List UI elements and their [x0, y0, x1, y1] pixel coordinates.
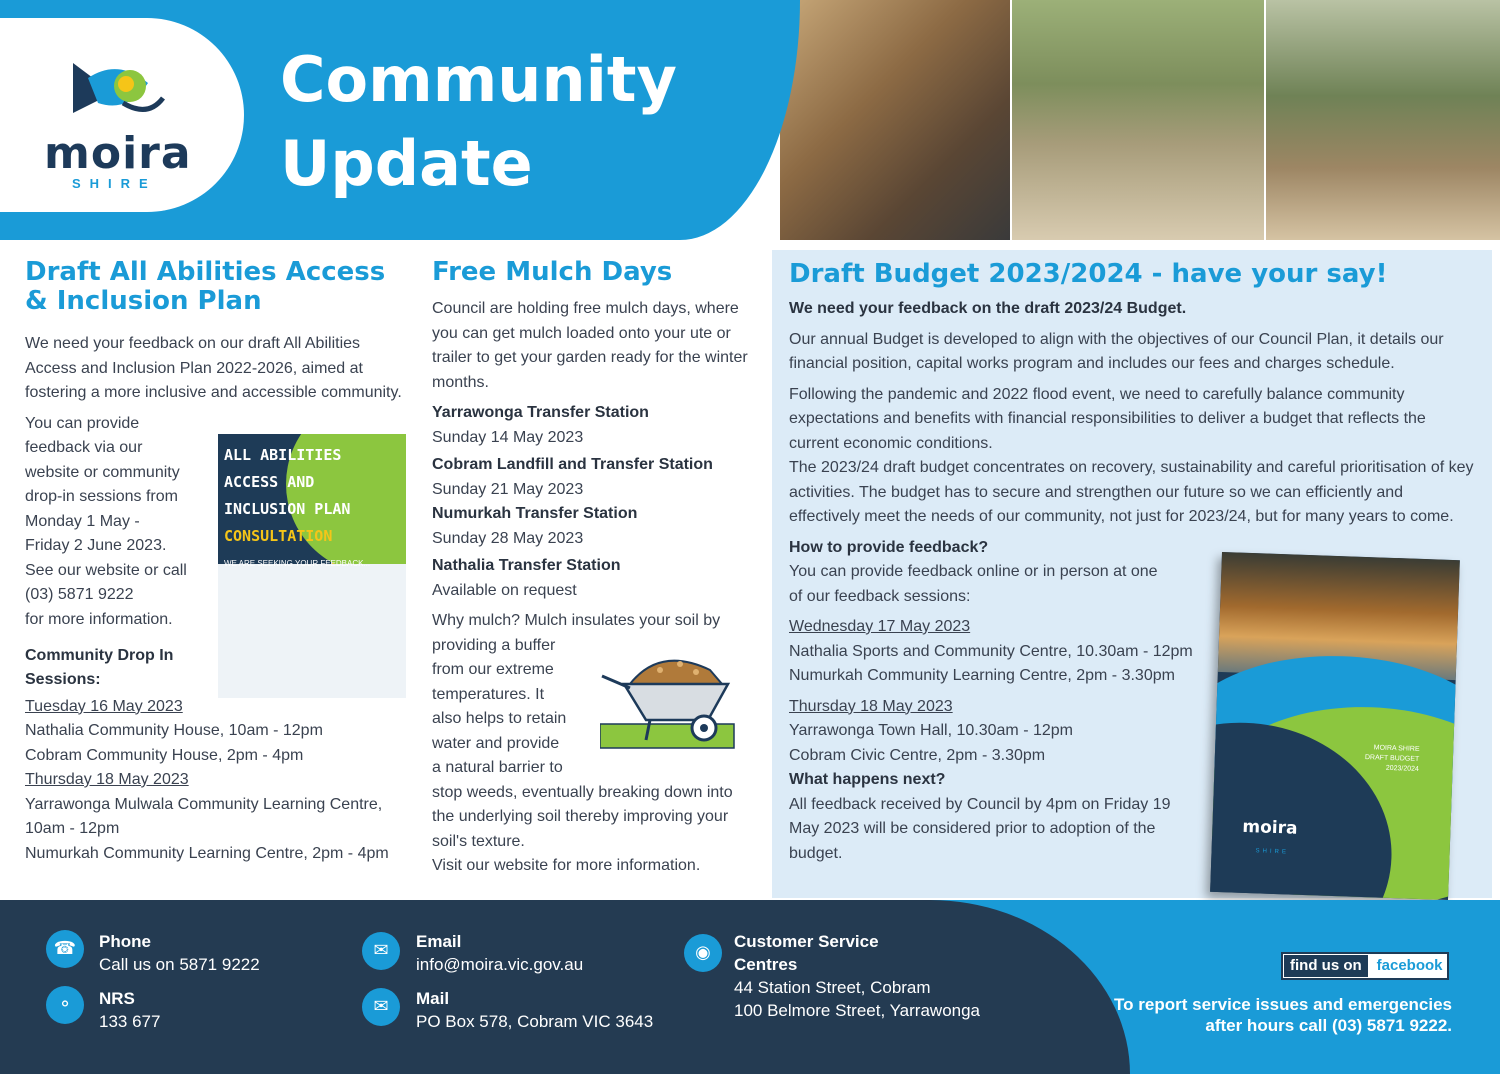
- why-mulch-line: Why mulch? Mulch insulates your soil by: [432, 612, 721, 629]
- poster-title-line: ALL ABILITIES: [224, 446, 342, 464]
- session-item: Nathalia Community House, 10am - 12pm: [25, 722, 323, 739]
- next-line: May 2023 will be considered prior to adoption of the: [789, 820, 1156, 837]
- session-date: Wednesday 17 May 2023: [789, 618, 971, 635]
- station-name: Cobram Landfill and Transfer Station: [432, 456, 713, 473]
- budget-section: [772, 250, 1492, 898]
- cover-title-line: DRAFT BUDGET: [1364, 754, 1420, 763]
- nrs-value: 133 677: [99, 1012, 161, 1031]
- nrs-label: NRS: [99, 989, 135, 1008]
- station-name: Yarrawonga Transfer Station: [432, 404, 649, 421]
- budget-cover-image: [1210, 552, 1460, 900]
- mulch-heading: Free Mulch Days: [432, 257, 673, 287]
- why-mulch-line: temperatures. It: [432, 685, 545, 703]
- cover-title-line: 2023/2024: [1385, 764, 1419, 773]
- why-mulch-line: also helps to retain: [432, 710, 567, 727]
- how-heading: How to provide feedback?: [789, 538, 989, 556]
- cover-logo-subtitle: SHIRE: [1255, 848, 1290, 856]
- why-mulch-line: soil's texture.: [432, 832, 525, 850]
- moira-logo-icon: [68, 58, 168, 128]
- poster-title-line: CONSULTATION: [224, 527, 333, 545]
- phone-icon: ☎: [46, 930, 84, 968]
- sessions-heading-line: Sessions:: [25, 671, 101, 688]
- how-line: You can provide feedback online or in person at one: [789, 563, 1158, 580]
- session-date: Thursday 18 May 2023: [25, 771, 189, 788]
- session-date: Thursday 18 May 2023: [789, 697, 953, 715]
- why-mulch-line: the underlying soil thereby improving your: [432, 808, 729, 825]
- header: [0, 0, 1500, 240]
- session-item: Numurkah Community Learning Centre, 2pm - 4pm: [25, 844, 389, 862]
- station-name: Numurkah Transfer Station: [432, 505, 638, 522]
- session-item: Cobram Community House, 2pm - 4pm: [25, 746, 304, 764]
- session-item: Nathalia Sports and Community Centre, 10.30am - 12pm: [789, 642, 1193, 660]
- email-value: info@moira.vic.gov.au: [416, 955, 584, 974]
- station-date: Available on request: [432, 581, 577, 599]
- footer: [0, 900, 1500, 1074]
- session-date: Tuesday 16 May 2023: [25, 697, 183, 715]
- cover-logo: moira: [1242, 816, 1298, 839]
- photo-children-cactus-garden: [1266, 0, 1500, 240]
- provide-line: feedback via our: [25, 439, 143, 456]
- station-date: Sunday 21 May 2023: [432, 480, 584, 498]
- mail-value: PO Box 578, Cobram VIC 3643: [416, 1012, 654, 1031]
- why-mulch-line: water and provide: [432, 734, 560, 752]
- mulch-section: [432, 258, 762, 879]
- title-line-1: Community: [280, 43, 677, 116]
- budget-heading: Draft Budget 2023/2024 - have your say!: [789, 259, 1388, 289]
- session-item: Cobram Civic Centre, 2pm - 3.30pm: [789, 746, 1046, 764]
- mail-contact: [416, 987, 653, 1033]
- after-hours-notice: [1060, 994, 1452, 1036]
- nrs-contact[interactable]: [99, 987, 160, 1033]
- session-item: Yarrawonga Town Hall, 10.30am - 12pm: [789, 722, 1073, 739]
- phone-label: Phone: [99, 932, 151, 951]
- poster-subtitle: WE ARE SEEKING YOUR FEEDBACK...: [224, 559, 371, 568]
- provide-line: drop-in sessions from: [25, 488, 178, 505]
- abilities-heading: Draft All Abilities Access & Inclusion Plan: [25, 257, 386, 316]
- session-item: Yarrawonga Mulwala Community Learning Centre,: [25, 795, 383, 813]
- cover-title: [1364, 743, 1419, 775]
- next-line: budget.: [789, 844, 843, 862]
- photo-family-riverbank: [1012, 0, 1264, 240]
- poster-text-area: [218, 564, 406, 698]
- sessions-heading-line: Community Drop In: [25, 646, 174, 664]
- facebook-badge[interactable]: [1281, 952, 1449, 980]
- page-title: [280, 38, 677, 206]
- budget-para: The 2023/24 draft budget concentrates on recovery, sustainability and careful prioritisation of key activities. The budget has to secure and strengthen our future so we can efficiently and effectively meet the needs of our community, not just for 2023/24, but for many years to come.: [789, 459, 1474, 525]
- provide-line: (03) 5871 9222: [25, 586, 134, 603]
- provide-line: Monday 1 May -: [25, 512, 140, 530]
- consultation-poster-image: [218, 434, 406, 698]
- after-hours-line: after hours call (03) 5871 9222.: [1205, 1016, 1452, 1035]
- next-heading: What happens next?: [789, 771, 946, 788]
- cs-address: 44 Station Street, Cobram: [734, 978, 931, 997]
- wheelbarrow-icon: [600, 648, 746, 758]
- poster-title: [224, 442, 350, 550]
- provide-line: Friday 2 June 2023.: [25, 537, 167, 554]
- session-item: Numurkah Community Learning Centre, 2pm - 3.30pm: [789, 667, 1175, 684]
- mulch-visit: Visit our website for more information.: [432, 857, 701, 874]
- budget-lead: We need your feedback on the draft 2023/24 Budget.: [789, 300, 1187, 317]
- photo-birdwatchers: [780, 0, 1010, 240]
- abilities-intro: We need your feedback on our draft All Abilities Access and Inclusion Plan 2022-2026, aimed at fostering a more inclusive and accessible community.: [25, 335, 402, 401]
- station-date: Sunday 14 May 2023: [432, 428, 584, 446]
- why-mulch-line: from our extreme: [432, 661, 554, 678]
- why-mulch-line: a natural barrier to: [432, 759, 563, 776]
- poster-title-line: INCLUSION PLAN: [224, 500, 351, 518]
- provide-line: See our website or call: [25, 561, 187, 579]
- mail-icon: ✉: [362, 988, 400, 1026]
- email-label: Email: [416, 932, 462, 951]
- email-icon: ✉: [362, 932, 400, 970]
- provide-line: You can provide: [25, 414, 140, 432]
- logo-wordmark: moira: [44, 128, 192, 179]
- why-mulch-line: providing a buffer: [432, 636, 556, 654]
- station-name: Nathalia Transfer Station: [432, 557, 621, 574]
- customer-service-centres: [734, 930, 980, 1022]
- next-line: All feedback received by Council by 4pm on Friday 19: [789, 795, 1171, 813]
- cs-address: 100 Belmore Street, Yarrawonga: [734, 1001, 981, 1020]
- session-item: 10am - 12pm: [25, 820, 120, 837]
- mail-label: Mail: [416, 989, 450, 1008]
- cs-label: Centres: [734, 955, 798, 974]
- facebook-find-us: find us on: [1284, 955, 1368, 977]
- email-contact[interactable]: [416, 930, 583, 976]
- location-pin-icon: ◉: [684, 934, 722, 972]
- why-mulch-line: stop weeds, eventually breaking down into: [432, 783, 733, 801]
- abilities-plan-section: [25, 258, 415, 866]
- facebook-wordmark: facebook: [1376, 957, 1443, 974]
- logo-subtitle: SHIRE: [72, 176, 157, 191]
- poster-title-line: ACCESS AND: [224, 473, 315, 491]
- after-hours-line: To report service issues and emergencies: [1114, 995, 1452, 1014]
- mulch-intro: Council are holding free mulch days, where you can get mulch loaded onto your ute or trailer to get your garden ready for the winter months.: [432, 300, 748, 391]
- title-line-2: Update: [280, 127, 533, 200]
- cover-title-line: MOIRA SHIRE: [1373, 744, 1420, 753]
- budget-para: Our annual Budget is developed to align with the objectives of our Council Plan, it details our financial position, capital works program and includes our fees and charges schedule.: [789, 330, 1444, 372]
- phone-value: Call us on 5871 9222: [99, 955, 260, 974]
- logo-panel: [0, 18, 244, 212]
- station-date: Sunday 28 May 2023: [432, 529, 584, 547]
- provide-line: for more information.: [25, 610, 173, 628]
- budget-para: Following the pandemic and 2022 flood event, we need to carefully balance community expectations and benefits with financial responsibilities to deliver a budget that reflects the current economic conditions.: [789, 385, 1426, 452]
- phone-contact[interactable]: [99, 930, 260, 976]
- how-line: of our feedback sessions:: [789, 587, 971, 605]
- cs-label: Customer Service: [734, 932, 879, 951]
- nrs-ear-icon: ⚬: [46, 986, 84, 1024]
- provide-line: website or community: [25, 463, 180, 481]
